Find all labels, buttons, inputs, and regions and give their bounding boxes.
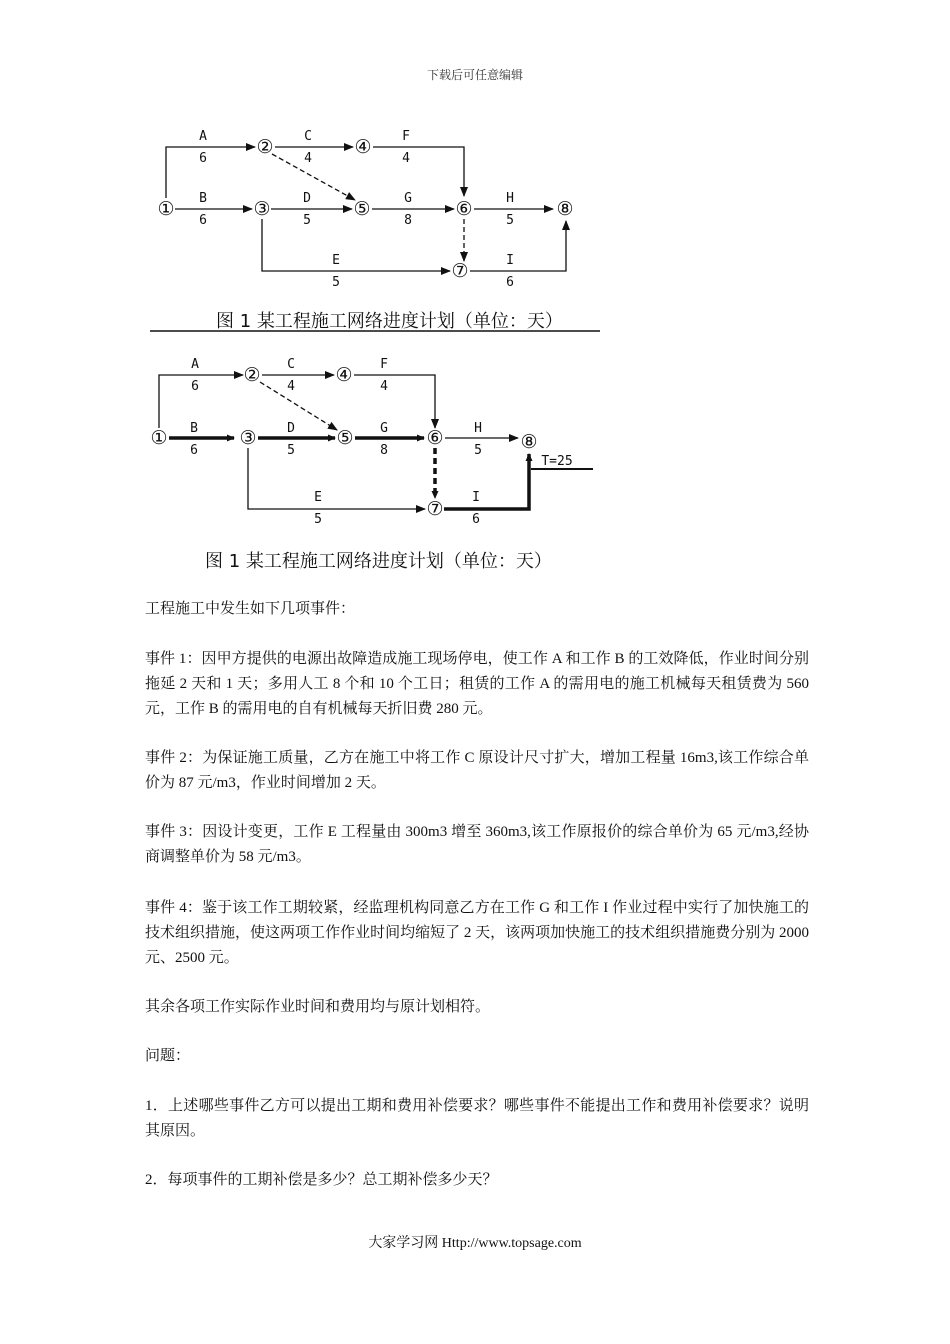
node-3: ③ bbox=[253, 198, 271, 220]
event-3-text: 事件 3：因设计变更，工作 E 工程量由 300m3 增至 360m3,该工作原报价的综合单价为 65 元/m3,经协商调整单价为 58 元/m3。 bbox=[145, 824, 809, 865]
label-E: E bbox=[314, 490, 322, 505]
event-2-text: 事件 2：为保证施工质量，乙方在施工中将工作 C 原设计尺寸扩大，增加工程量 16m3,该工作综合单价为 87 元/m3，作业时间增加 2 天。 bbox=[145, 750, 809, 791]
label-E: E bbox=[332, 253, 340, 268]
label-G: G bbox=[380, 421, 388, 436]
event-1-text: 事件 1：因甲方提供的电源出故障造成施工现场停电，使工作 A 和工作 B 的工效降低，作业时间分别拖延 2 天和 1 天；多用人工 8 个和 10 个工日；租赁的工作 A 的需用电的施工机械每天租赁费为 560 元，工作 B 的需用电的自有机械每天折旧费 280 元。 bbox=[145, 651, 809, 717]
duration-A: 6 bbox=[199, 151, 207, 166]
duration-E: 5 bbox=[314, 512, 322, 527]
node-2: ② bbox=[243, 364, 261, 386]
node-8: ⑧ bbox=[520, 431, 538, 453]
node-7: ⑦ bbox=[426, 498, 444, 520]
duration-D: 5 bbox=[287, 443, 295, 458]
duration-D: 5 bbox=[303, 213, 311, 228]
node-6: ⑥ bbox=[426, 427, 444, 449]
duration-C: 4 bbox=[304, 151, 312, 166]
question-1: 1．上述哪些事件乙方可以提出工期和费用补偿要求？哪些事件不能提出工作和费用补偿要求？说明其原因。 bbox=[145, 1098, 809, 1139]
arrow-A bbox=[159, 375, 243, 428]
arrow-I bbox=[470, 221, 566, 271]
duration-F: 4 bbox=[380, 379, 388, 394]
duration-F: 4 bbox=[402, 151, 410, 166]
node-3: ③ bbox=[239, 427, 257, 449]
label-C: C bbox=[287, 357, 295, 372]
duration-G: 8 bbox=[404, 213, 412, 228]
duration-I: 6 bbox=[472, 512, 480, 527]
arrow-F bbox=[373, 147, 464, 196]
node-1: ① bbox=[157, 198, 175, 220]
label-A: A bbox=[199, 129, 207, 144]
question-2: 2．每项事件的工期补偿是多少？总工期补偿多少天？ bbox=[145, 1172, 498, 1188]
label-I: I bbox=[506, 253, 514, 268]
label-F: F bbox=[402, 129, 410, 144]
node-2: ② bbox=[256, 136, 274, 158]
network-diagram-2 bbox=[148, 350, 608, 575]
node-1: ① bbox=[150, 427, 168, 449]
label-G: G bbox=[404, 191, 412, 206]
node-4: ④ bbox=[335, 364, 353, 386]
total-duration-label: T=25 bbox=[541, 454, 573, 469]
duration-H: 5 bbox=[506, 213, 514, 228]
critical-arrow-I bbox=[444, 454, 529, 509]
duration-G: 8 bbox=[380, 443, 388, 458]
dummy-2-5 bbox=[260, 382, 337, 430]
label-F: F bbox=[380, 357, 388, 372]
arrow-E bbox=[262, 219, 450, 271]
page-footer: 大家学习网 Http://www.topsage.com bbox=[368, 1236, 582, 1251]
page-header: 下载后可任意编辑 bbox=[426, 68, 523, 82]
event-4-text: 事件 4：鉴于该工作工期较紧，经监理机构同意乙方在工作 G 和工作 I 作业过程中实行了加快施工的技术组织措施，使这两项工作作业时间均缩短了 2 天，该两项加快施工的技术组织措施费分别为 2000 元、2500 元。 bbox=[145, 900, 809, 966]
node-4: ④ bbox=[354, 136, 372, 158]
label-H: H bbox=[474, 421, 482, 436]
arrow-A bbox=[166, 147, 255, 198]
node-8: ⑧ bbox=[556, 198, 574, 220]
duration-A: 6 bbox=[191, 379, 199, 394]
arrow-E bbox=[248, 448, 425, 509]
node-5: ⑤ bbox=[336, 427, 354, 449]
node-7: ⑦ bbox=[451, 260, 469, 282]
network-diagram-1 bbox=[148, 120, 608, 338]
duration-I: 6 bbox=[506, 275, 514, 290]
duration-H: 5 bbox=[474, 443, 482, 458]
node-6: ⑥ bbox=[455, 198, 473, 220]
questions-heading: 问题： bbox=[145, 1048, 191, 1064]
label-D: D bbox=[287, 421, 295, 436]
arrow-F bbox=[354, 375, 435, 428]
duration-B: 6 bbox=[190, 443, 198, 458]
node-5: ⑤ bbox=[353, 198, 371, 220]
label-B: B bbox=[199, 191, 207, 206]
other-text: 其余各项工作实际作业时间和费用均与原计划相符。 bbox=[145, 999, 491, 1015]
duration-B: 6 bbox=[199, 213, 207, 228]
label-D: D bbox=[303, 191, 311, 206]
label-C: C bbox=[304, 129, 312, 144]
label-H: H bbox=[506, 191, 514, 206]
figure-1-caption: 图 1 某工程施工网络进度计划（单位：天） bbox=[216, 311, 563, 332]
label-A: A bbox=[191, 357, 199, 372]
duration-E: 5 bbox=[332, 275, 340, 290]
figure-2-caption: 图 1 某工程施工网络进度计划（单位：天） bbox=[205, 551, 552, 572]
dummy-2-5 bbox=[272, 154, 355, 200]
label-I: I bbox=[472, 490, 480, 505]
label-B: B bbox=[190, 421, 198, 436]
duration-C: 4 bbox=[287, 379, 295, 394]
intro-text: 工程施工中发生如下几项事件： bbox=[145, 601, 356, 617]
